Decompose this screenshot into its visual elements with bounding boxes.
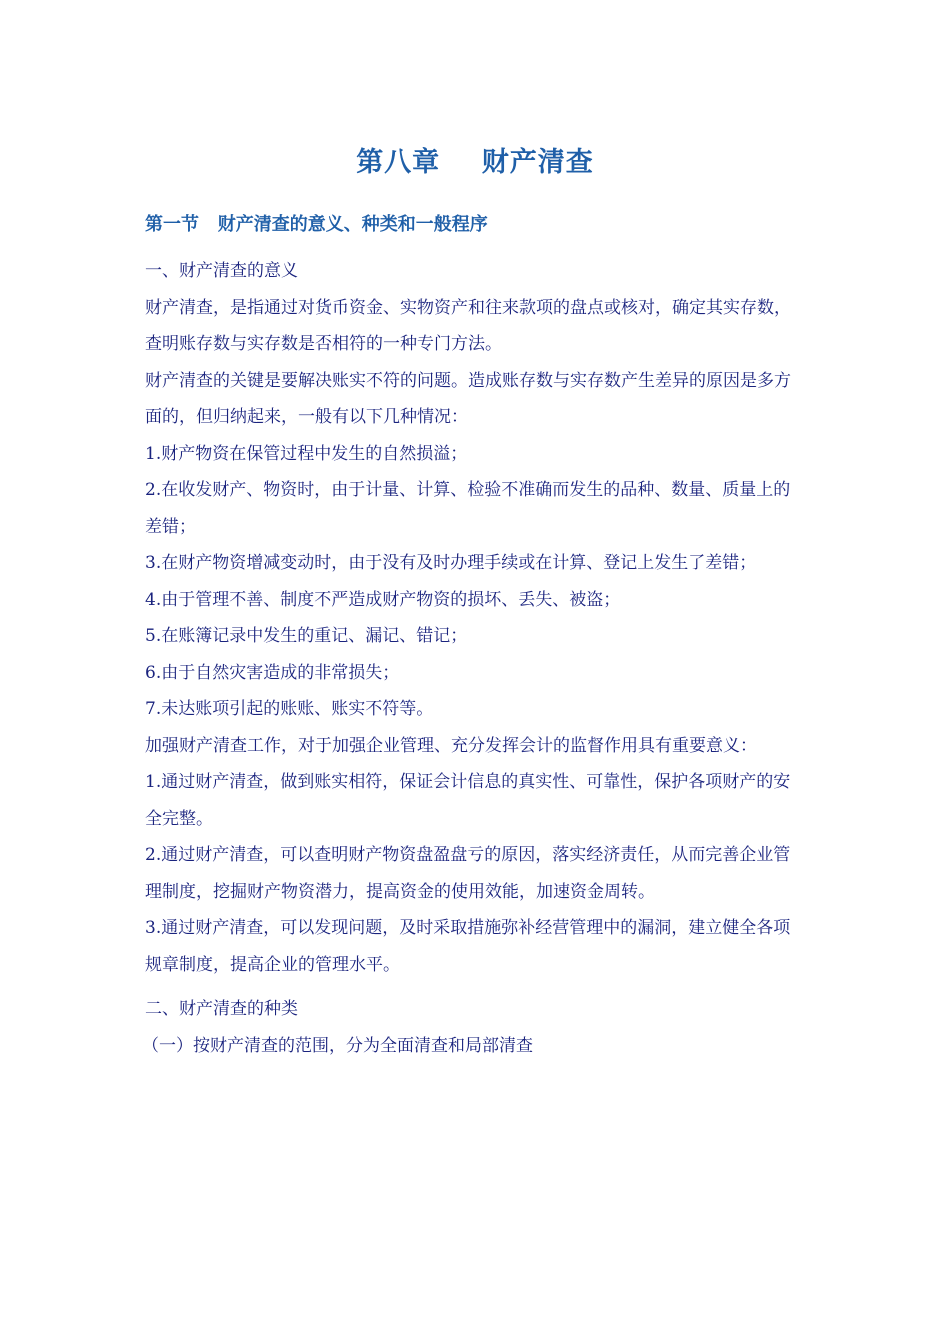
paragraph-key-issue: 财产清查的关键是要解决账实不符的问题。造成账存数与实存数产生差异的原因是多方面的，但归纳起来，一般有以下几种情况： [145,370,791,427]
list-item-significance-1: 1.通过财产清查，做到账实相符，保证会计信息的真实性、可靠性，保护各项财产的安全完整。 [145,772,791,829]
part2-sub-heading: （一）按财产清查的范围，分为全面清查和局部清查 [142,1035,533,1056]
part1-heading: 一、财产清查的意义 [145,261,298,281]
list-item-cause-5: 5.在账簿记录中发生的重记、漏记、错记； [145,626,468,646]
paragraph-significance: 加强财产清查工作，对于加强企业管理、充分发挥会计的监督作用具有重要意义： [145,735,757,756]
chapter-title: 第八章 财产清查 [356,147,594,178]
section-title: 第一节 财产清查的意义、种类和一般程序 [145,214,488,235]
list-item-cause-2: 2.在收发财产、物资时，由于计量、计算、检验不准确而发生的品种、数量、质量上的差错； [145,480,791,537]
paragraph-definition: 财产清查，是指通过对货币资金、实物资产和往来款项的盘点或核对，确定其实存数，查明账存数与实存数是否相符的一种专门方法。 [145,297,791,354]
list-item-cause-7: 7.未达账项引起的账账、账实不符等。 [145,699,434,719]
list-item-cause-3: 3.在财产物资增减变动时，由于没有及时办理手续或在计算、登记上发生了差错； [145,553,757,573]
list-item-cause-6: 6.由于自然灾害造成的非常损失； [145,662,400,683]
list-item-significance-3: 3.通过财产清查，可以发现问题，及时采取措施弥补经营管理中的漏洞，建立健全各项规章制度，提高企业的管理水平。 [145,918,791,975]
body-text [142,253,805,1064]
list-item-cause-4: 4.由于管理不善、制度不严造成财产物资的损坏、丢失、被盗； [145,589,621,610]
part2-heading: 二、财产清查的种类 [145,999,298,1019]
list-item-cause-1: 1.财产物资在保管过程中发生的自然损溢； [145,443,468,464]
list-item-significance-2: 2.通过财产清查，可以查明财产物资盘盈盘亏的原因，落实经济责任，从而完善企业管理制度，挖掘财产物资潜力，提高资金的使用效能，加速资金周转。 [145,845,791,902]
